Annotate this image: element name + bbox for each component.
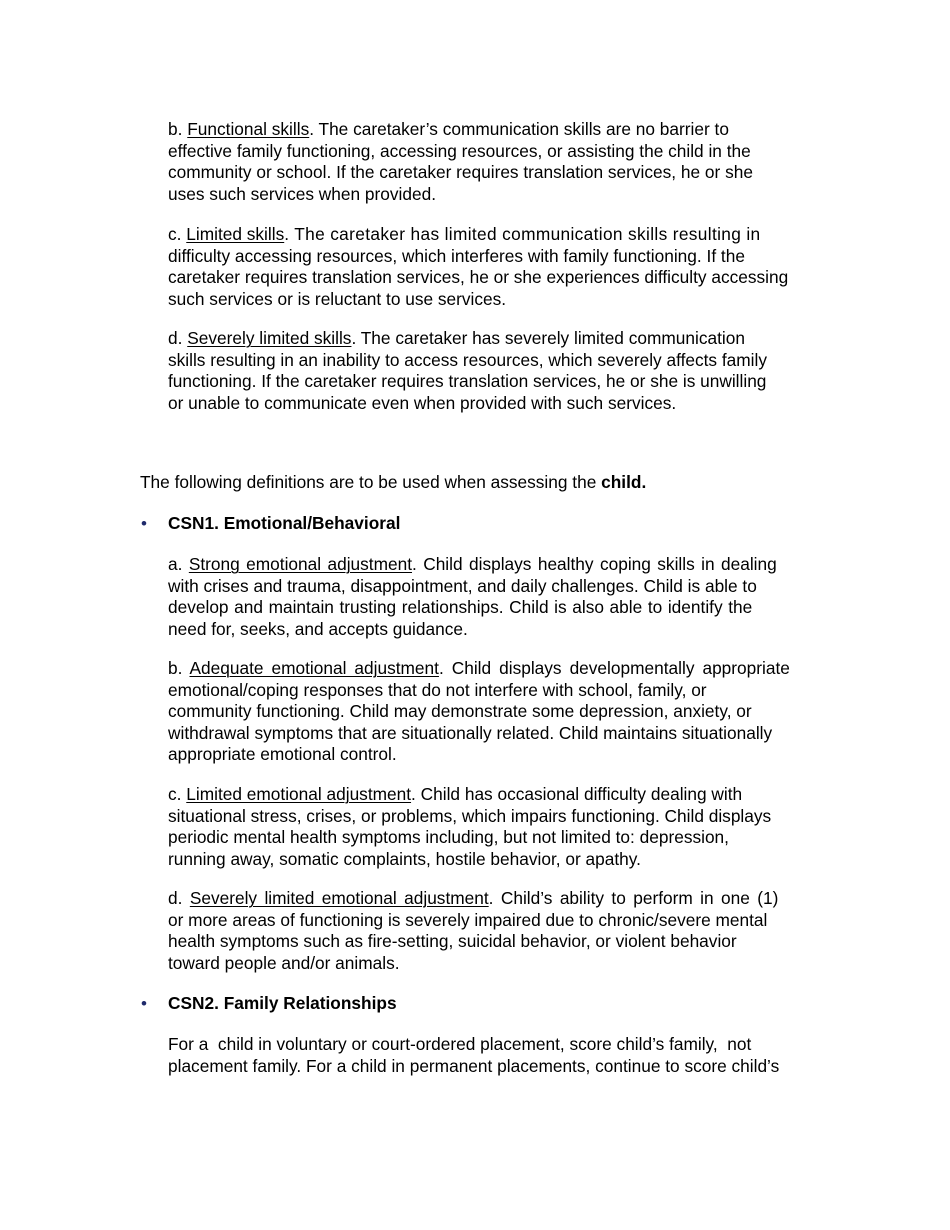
level-text: need for, seeks, and accepts guidance. xyxy=(168,618,468,639)
level-term: Strong emotional adjustment xyxy=(188,554,413,574)
section-text: For a child in voluntary or court-ordered placement, score child’s family, not xyxy=(168,1034,752,1054)
csn1-level-d xyxy=(168,888,844,974)
level-text: with crises and trauma, disappointment, and daily challenges. Child is able to xyxy=(168,575,757,596)
caretaker-level-b xyxy=(168,119,844,205)
level-text: . The caretaker’s communication skills are no barrier to xyxy=(309,119,729,139)
csn1-level-c xyxy=(168,784,844,870)
level-text: functioning. If the caretaker requires translation services, he or she is unwilling xyxy=(168,371,767,391)
intro-text: The following definitions are to be used when assessing the xyxy=(140,472,602,492)
level-term: Severely limited skills xyxy=(187,328,352,348)
level-text: periodic mental health symptoms including, but not limited to: depression, xyxy=(168,827,729,847)
level-term: Limited skills xyxy=(186,224,285,244)
section-text: placement family. For a child in permanent placements, continue to score child’s xyxy=(168,1055,780,1076)
level-letter: b. xyxy=(168,119,183,139)
level-first-line xyxy=(168,554,844,576)
level-text: appropriate emotional control. xyxy=(168,744,397,764)
intro-emphasis: child. xyxy=(601,472,647,492)
level-term: Severely limited emotional adjustment xyxy=(189,888,489,908)
level-letter: d. xyxy=(168,888,183,908)
level-letter: a. xyxy=(168,554,183,574)
level-text: develop and maintain trusting relationships. Child is also able to identify the xyxy=(168,597,753,617)
level-letter: b. xyxy=(168,658,183,678)
level-text: difficulty accessing resources, which interferes with family functioning. If the xyxy=(168,245,745,266)
level-text: or unable to communicate even when provided with such services. xyxy=(168,392,677,413)
level-letter: c. xyxy=(168,784,182,804)
level-term: Functional skills xyxy=(187,119,310,139)
level-text: . The caretaker has severely limited communication xyxy=(351,328,745,348)
level-text: skills resulting in an inability to access resources, which severely affects family xyxy=(168,349,768,370)
level-text: such services or is reluctant to use services. xyxy=(168,288,507,309)
level-letter: d. xyxy=(168,328,183,348)
level-text: uses such services when provided. xyxy=(168,183,436,204)
csn1-level-b xyxy=(168,658,844,766)
level-first-line xyxy=(168,328,844,350)
level-text: . Child displays healthy coping skills in dealing xyxy=(412,554,777,574)
level-first-line xyxy=(168,784,844,806)
level-text: emotional/coping responses that do not interfere with school, family, or xyxy=(168,679,707,700)
level-text: running away, somatic complaints, hostile behavior, or apathy. xyxy=(168,848,641,869)
child-definitions-intro xyxy=(140,472,840,494)
level-text: health symptoms such as fire-setting, suicidal behavior, or violent behavior xyxy=(168,931,737,951)
level-first-line xyxy=(168,658,844,680)
bullet-icon: • xyxy=(141,994,147,1013)
level-text: . Child has occasional difficulty dealing with xyxy=(411,784,743,804)
level-text: . Child’s ability to perform in one (1) xyxy=(488,888,779,908)
level-text: toward people and/or animals. xyxy=(168,952,400,973)
level-text: . Child displays developmentally appropriate xyxy=(438,658,790,678)
level-text: situational stress, crises, or problems, which impairs functioning. Child displays xyxy=(168,805,772,826)
level-term: Limited emotional adjustment xyxy=(186,784,412,804)
caretaker-level-c xyxy=(168,224,844,310)
level-term: Adequate emotional adjustment xyxy=(189,658,439,678)
bullet-icon: • xyxy=(141,514,147,533)
level-first-line xyxy=(168,119,844,141)
caretaker-level-d xyxy=(168,328,844,414)
csn1-level-a xyxy=(168,554,844,640)
csn1-heading-row xyxy=(140,513,840,535)
level-letter: c. xyxy=(168,224,182,244)
level-text: . The caretaker has limited communication skills resulting in xyxy=(284,224,761,244)
level-text: caretaker requires translation services, he or she experiences difficulty accessing xyxy=(168,267,789,287)
level-text: withdrawal symptoms that are situationally related. Child maintains situationally xyxy=(168,722,773,743)
section-heading: CSN2. Family Relationships xyxy=(168,993,397,1013)
level-first-line xyxy=(168,224,844,246)
level-text: community functioning. Child may demonstrate some depression, anxiety, or xyxy=(168,701,752,721)
level-text: or more areas of functioning is severely impaired due to chronic/severe mental xyxy=(168,909,768,930)
section-heading: CSN1. Emotional/Behavioral xyxy=(168,513,401,533)
level-text: community or school. If the caretaker requires translation services, he or she xyxy=(168,162,753,182)
csn2-heading-row xyxy=(140,993,840,1015)
level-text: effective family functioning, accessing resources, or assisting the child in the xyxy=(168,140,751,161)
csn2-description xyxy=(168,1034,844,1077)
level-first-line xyxy=(168,888,844,910)
